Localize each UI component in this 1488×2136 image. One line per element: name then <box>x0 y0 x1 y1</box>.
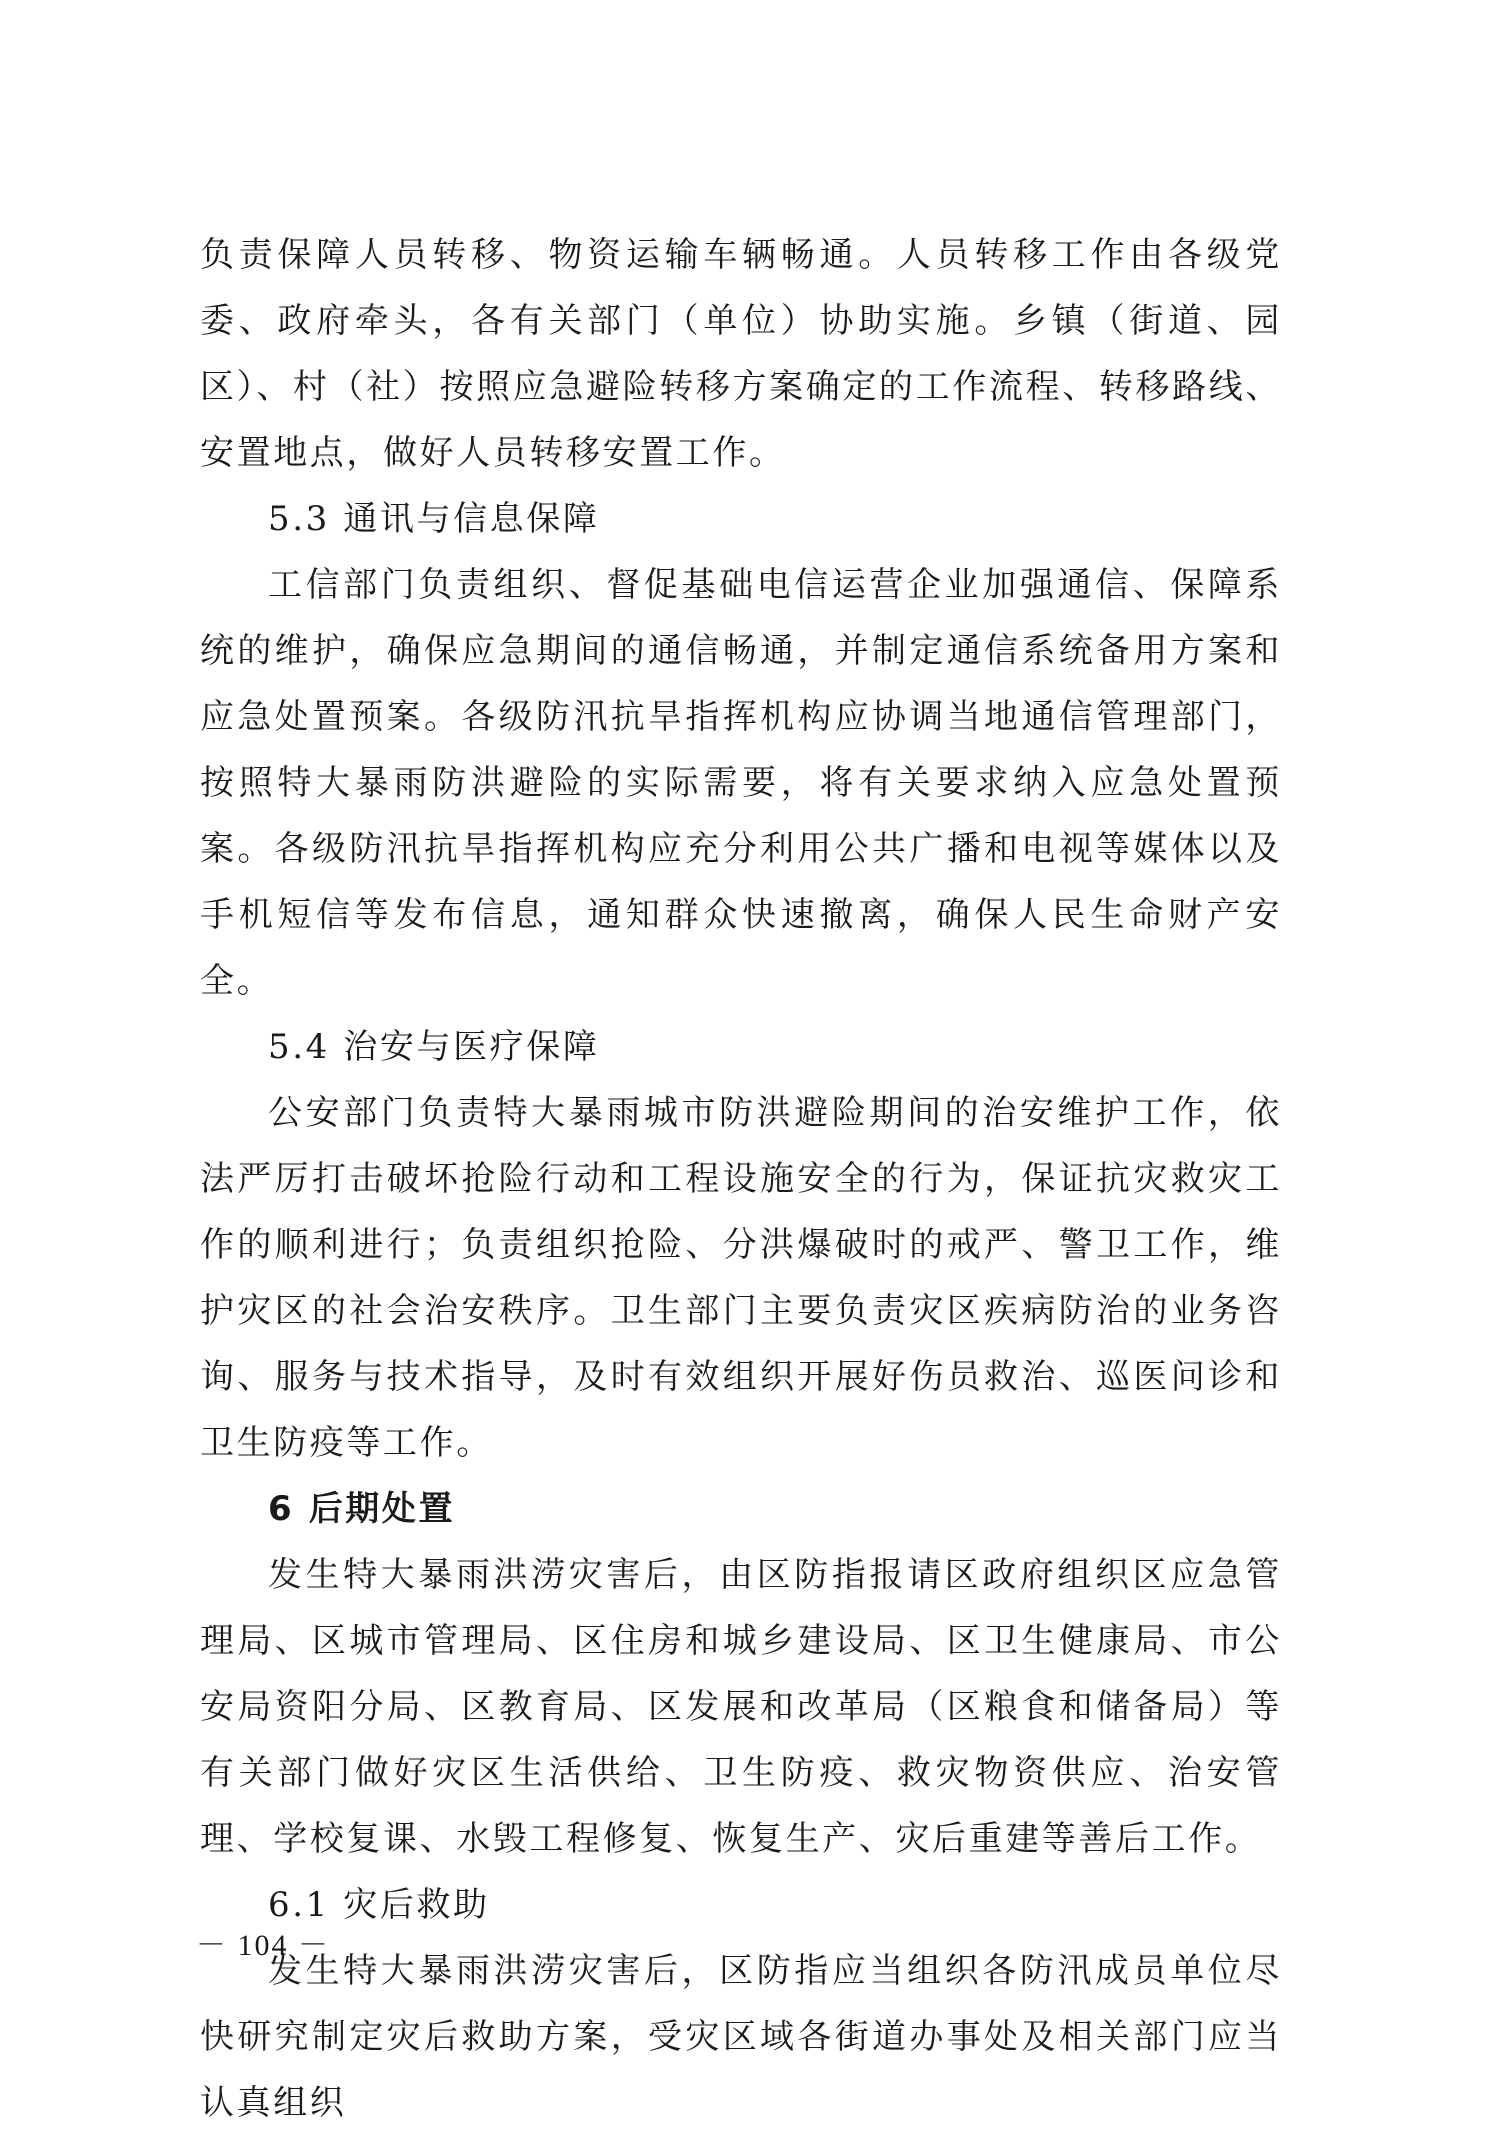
section-heading-5-3: 5.3 通讯与信息保障 <box>268 499 600 539</box>
section-heading-6-1: 6.1 灾后救助 <box>268 1885 490 1925</box>
section-heading-6: 6 后期处置 <box>268 1489 456 1529</box>
paragraph-personnel-transfer: 负责保障人员转移、物资运输车辆畅通。人员转移工作由各级党委、政府牵头，各有关部门（单位）协助实施。乡镇（街道、园区）、村（社）按照应急避险转移方案确定的工作流程、转移路线、安置地点，做好人员转移安置工作。 <box>200 235 1282 473</box>
paragraph-disaster-relief: 发生特大暴雨洪涝灾害后，区防指应当组织各防汛成员单位尽快研究制定灾后救助方案，受灾区域各街道办事处及相关部门应当认真组织 <box>200 1951 1282 2123</box>
paragraph-communication: 工信部门负责组织、督促基础电信运营企业加强通信、保障系统的维护，确保应急期间的通信畅通，并制定通信系统备用方案和应急处置预案。各级防汛抗旱指挥机构应协调当地通信管理部门，按照特大暴雨防洪避险的实际需要，将有关要求纳入应急处置预案。各级防汛抗旱指挥机构应充分利用公共广播和电视等媒体以及手机短信等发布信息，通知群众快速撤离，确保人民生命财产安全。 <box>200 565 1282 1001</box>
document-body <box>200 222 1282 2136</box>
section-heading-5-4: 5.4 治安与医疗保障 <box>268 1027 600 1067</box>
paragraph-security-medical: 公安部门负责特大暴雨城市防洪避险期间的治安维护工作，依法严厉打击破坏抢险行动和工程设施安全的行为，保证抗灾救灾工作的顺利进行；负责组织抢险、分洪爆破时的戒严、警卫工作，维护灾区的社会治安秩序。卫生部门主要负责灾区疾病防治的业务咨询、服务与技术指导，及时有效组织开展好伤员救治、巡医问诊和卫生防疫等工作。 <box>200 1093 1282 1463</box>
page-number: － 104 － <box>196 1929 330 1962</box>
paragraph-aftermath: 发生特大暴雨洪涝灾害后，由区防指报请区政府组织区应急管理局、区城市管理局、区住房和城乡建设局、区卫生健康局、市公安局资阳分局、区教育局、区发展和改革局（区粮食和储备局）等有关部门做好灾区生活供给、卫生防疫、救灾物资供应、治安管理、学校复课、水毁工程修复、恢复生产、灾后重建等善后工作。 <box>200 1555 1282 1859</box>
